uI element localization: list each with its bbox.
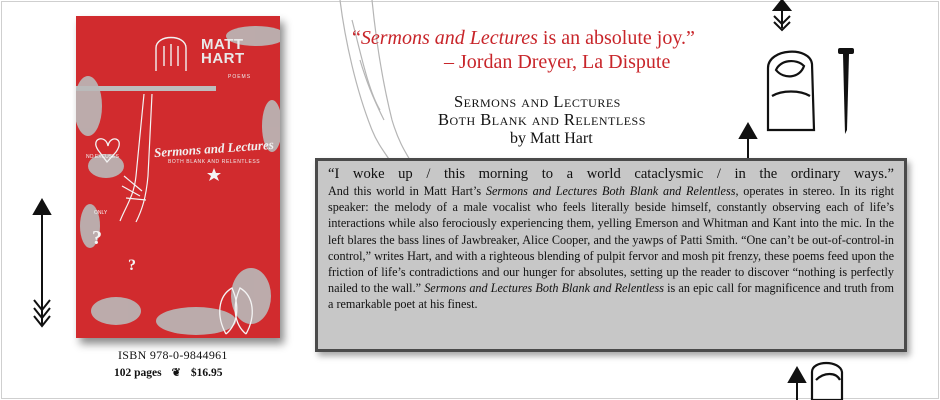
blurb-text-1: And this world in Matt Hart’s xyxy=(328,184,486,198)
quote-open: “ xyxy=(352,27,361,49)
product-meta xyxy=(114,366,222,379)
svg-text:?: ? xyxy=(92,227,102,249)
blurb-title-2: Sermons and Lectures Both Blank and Relentless xyxy=(424,281,664,296)
cover-title: Sermons and Lectures xyxy=(153,136,275,161)
svg-text:ONLY: ONLY xyxy=(94,210,108,216)
cover-label: POEMS xyxy=(228,74,252,80)
quote-attribution: – Jordan Dreyer, La Dispute xyxy=(444,51,671,73)
price: $16.95 xyxy=(190,366,223,379)
quote-book-title: Sermons and Lectures xyxy=(360,27,538,49)
svg-text:NO EXCUSES: NO EXCUSES xyxy=(86,154,119,160)
cover-illustration xyxy=(76,16,280,338)
blurb-lead: “I woke up / this morning to a world cataclysmic / in the ordinary ways.” xyxy=(328,166,894,182)
isbn: ISBN 978-0-9844961 xyxy=(118,348,228,362)
fleuron-icon: ❦ xyxy=(171,367,181,379)
quote-text: is an absolute joy.” xyxy=(537,27,695,49)
svg-text:?: ? xyxy=(128,257,136,274)
blurb-box xyxy=(315,158,907,352)
book-title-line2: Both Blank and Relentless xyxy=(438,110,646,129)
book-title-line1: Sermons and Lectures xyxy=(454,92,621,111)
blurb-title-1: Sermons and Lectures Both Blank and Relentless xyxy=(485,184,736,198)
book-cover[interactable] xyxy=(76,16,280,338)
endorsement-quote xyxy=(352,26,752,74)
cover-subtitle: BOTH BLANK AND RELENTLESS xyxy=(168,159,261,165)
blurb-text-2: , operates in stereo. In its right speaker: the melody of a male vocalist who feels literally beside himself, constantly observing each of life’s interactions while also ferociously experiencing them, yelling Emerson and Whitman and Kant into the mic. In the left blares the bass lines of Jawbreaker, Alice Cooper, and the yawps of Patti Smith. “One can’t be out-of-control-in control,” writes Hart, and with a righteous blending of pulpit fervor and mosh pit frenzy, these poems feed upon the friction of life’s contradictions and our hunger for absolutes, setting up the reader to discover “nothing is perfectly nailed to the wall.” xyxy=(328,184,894,296)
byline: by Matt Hart xyxy=(510,130,593,147)
page-count: 102 pages xyxy=(114,366,162,379)
blurb-text-3: is an epic call for magnificence and truth from a remarkable poet at his finest. xyxy=(328,281,895,312)
cover-author: MATT HART xyxy=(201,36,245,67)
